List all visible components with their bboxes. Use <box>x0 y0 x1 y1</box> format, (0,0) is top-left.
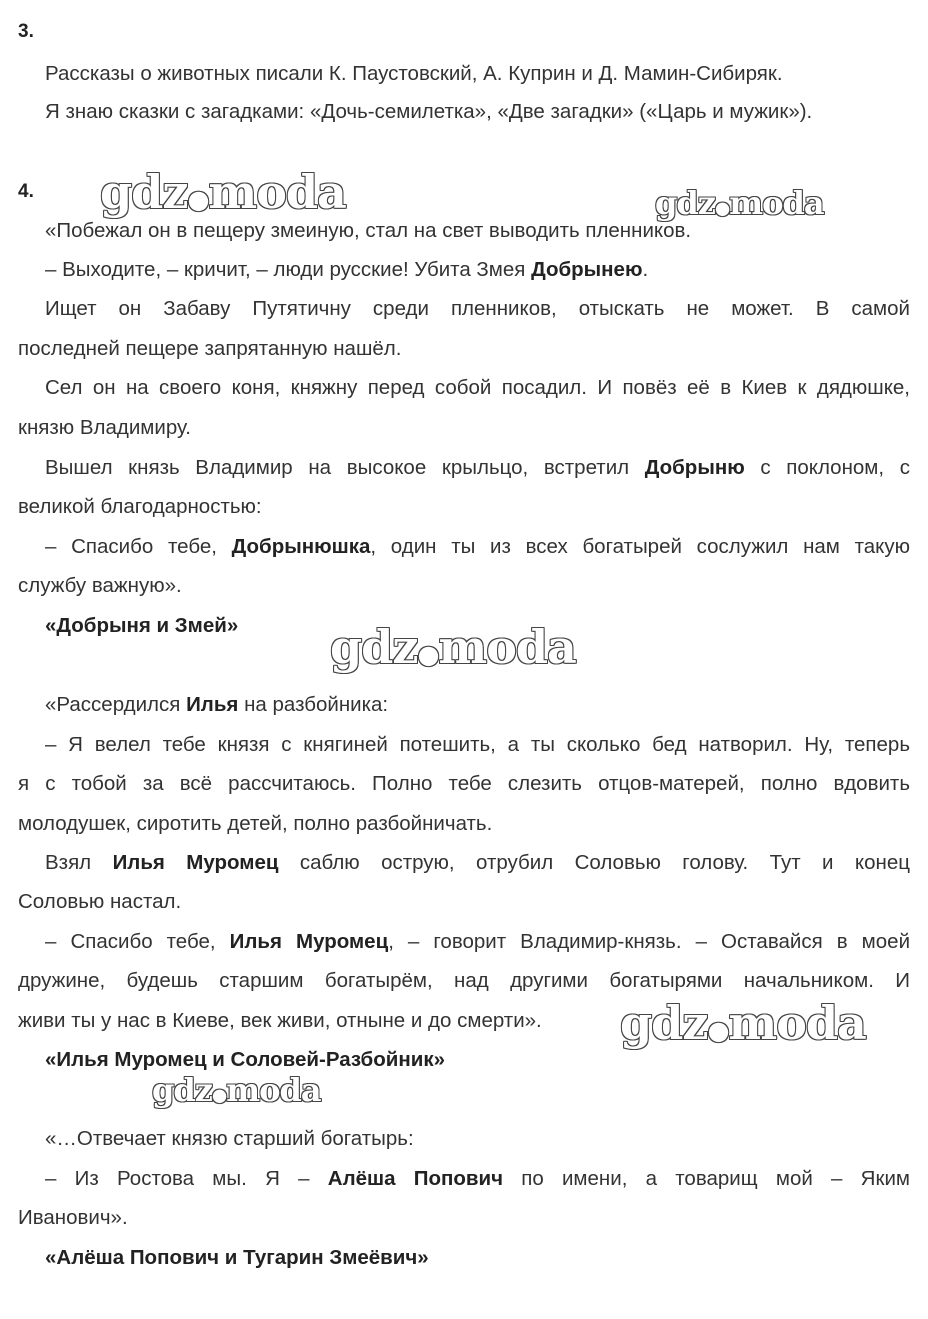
excerpt-1-line-1: «Побежал он в пещеру змеиную, стал на свет выводить пленников. <box>45 219 692 242</box>
excerpt-2-line-5: Взял Илья Муромец саблю острую, отрубил Соловью голову. Тут и конец <box>45 851 910 874</box>
watermark-logo: gdz●moda <box>100 165 346 219</box>
section-3-line-2: Я знаю сказки с загадками: «Дочь-семилетка», «Две загадки» («Царь и мужик»). <box>45 100 813 123</box>
excerpt-3-line-3: Иванович». <box>18 1206 128 1229</box>
excerpt-1-line-7: Вышел князь Владимир на высокое крыльцо, встретил Добрыню с поклоном, с <box>45 456 910 479</box>
excerpt-1-line-3: Ищет он Забаву Путятичну среди пленников, отыскать не может. В самой <box>45 297 910 320</box>
excerpt-2-line-6: Соловью настал. <box>18 890 182 913</box>
excerpt-1-line-4: последней пещере запрятанную нашёл. <box>18 337 402 360</box>
excerpt-3-title: «Алёша Попович и Тугарин Змеёвич» <box>45 1246 429 1269</box>
excerpt-1-line-6: князю Владимиру. <box>18 416 191 439</box>
section-3-number: 3. <box>18 21 34 42</box>
excerpt-1-line-8: великой благодарностью: <box>18 495 262 518</box>
watermark-logo: gdz●moda <box>655 184 824 222</box>
watermark-logo: gdz●moda <box>152 1071 321 1109</box>
excerpt-1-title: «Добрыня и Змей» <box>45 614 239 637</box>
excerpt-1-line-10: службу важную». <box>18 574 182 597</box>
excerpt-3-line-1: «…Отвечает князю старший богатырь: <box>45 1127 414 1150</box>
excerpt-1-line-5: Сел он на своего коня, княжну перед собой посадил. И повёз её в Киев к дядюшке, <box>45 376 910 399</box>
excerpt-2-line-7: – Спасибо тебе, Илья Муромец, – говорит Владимир-князь. – Оставайся в моей <box>45 930 911 953</box>
section-3-line-1: Рассказы о животных писали К. Паустовский, А. Куприн и Д. Мамин-Сибиряк. <box>45 62 783 85</box>
section-4-number: 4. <box>18 181 34 202</box>
excerpt-2-line-2: – Я велел тебе князя с княгиней потешить, а ты сколько бед натворил. Ну, теперь <box>45 733 910 756</box>
excerpt-3-line-2: – Из Ростова мы. Я – Алёша Попович по имени, а товарищ мой – Яким <box>45 1167 911 1190</box>
watermark-logo: gdz●moda <box>620 996 866 1050</box>
excerpt-2-line-9: живи ты у нас в Киеве, век живи, отныне и до смерти». <box>18 1009 542 1032</box>
excerpt-2-line-4: молодушек, сиротить детей, полно разбойничать. <box>18 812 493 835</box>
excerpt-1-line-2: – Выходите, – кричит, – люди русские! Убита Змея Добрынею. <box>45 258 649 281</box>
excerpt-2-line-1: «Рассердился Илья на разбойника: <box>45 693 389 716</box>
excerpt-1-line-9: – Спасибо тебе, Добрынюшка, один ты из всех богатырей сослужил нам такую <box>45 535 910 558</box>
excerpt-2-line-8: дружине, будешь старшим богатырём, над другими богатырями начальником. И <box>18 969 910 992</box>
excerpt-2-line-3: я с тобой за всё рассчитаюсь. Полно тебе слезить отцов-матерей, полно вдовить <box>18 772 910 795</box>
watermark-logo: gdz●moda <box>330 620 576 674</box>
excerpt-2-title: «Илья Муромец и Соловей-Разбойник» <box>45 1048 445 1071</box>
